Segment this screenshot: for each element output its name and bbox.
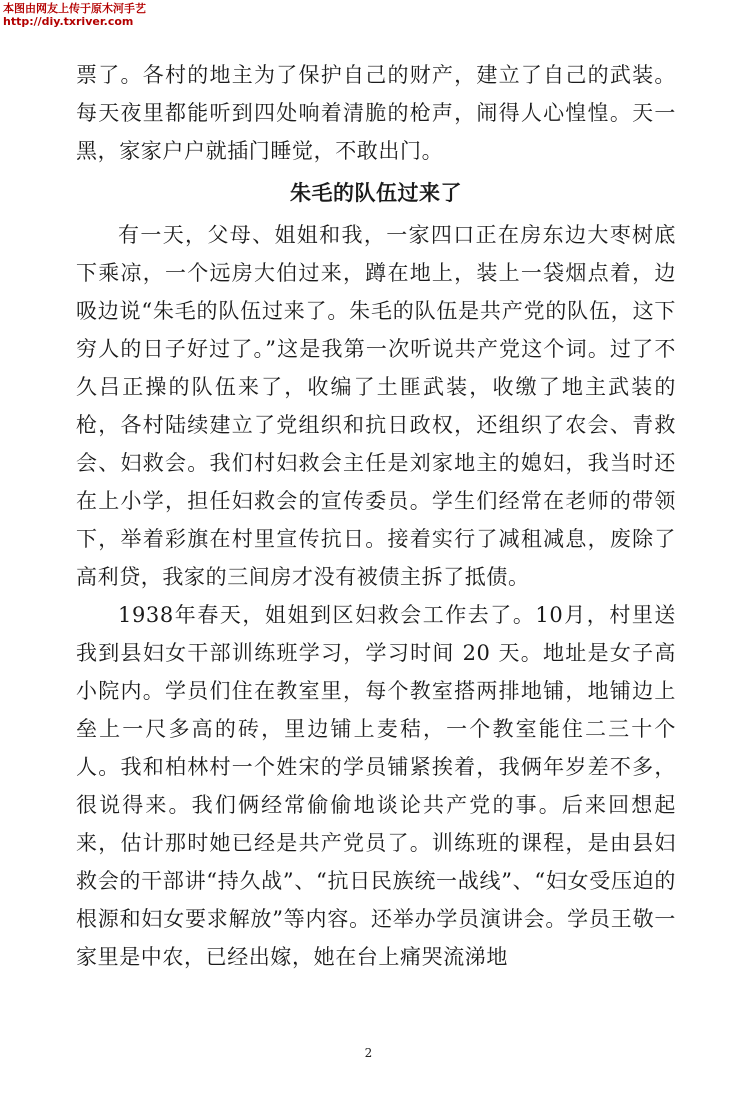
watermark — [0, 0, 165, 30]
page-number: 2 — [364, 1046, 373, 1060]
watermark-text: 本图由网友上传于原木河手艺 — [3, 2, 146, 15]
document-page — [76, 56, 676, 976]
paragraph: 1938年春天，姐姐到区妇救会工作去了。10月，村里送我到县妇女干部训练班学习，学习时间 20 天。地址是女子高小院内。学员们住在教室里，每个教室搭两排地铺，地铺边上垒上一尺多高的砖，里边铺上麦秸，一个教室能住二三十个人。我和柏林村一个姓宋的学员铺紧挨着，我俩年岁差不多，很说得来。我们俩经常偷偷地谈论共产党的事。后来回想起来，估计那时她已经是共产党员了。训练班的课程，是由县妇救会的干部讲“持久战”、“抗日民族统一战线”、“妇女受压迫的根源和妇女要求解放”等内容。还举办学员演讲会。学员王敬一家里是中农，已经出嫁，她在台上痛哭流涕地 — [76, 603, 676, 969]
section-heading: 朱毛的队伍过来了 — [290, 181, 462, 205]
watermark-url[interactable]: http://diy.txriver.com — [3, 15, 134, 28]
paragraph: 票了。各村的地主为了保护自己的财产，建立了自己的武装。每天夜里都能听到四处响着清脆的枪声，闹得人心惶惶。天一黑，家家户户就插门睡觉，不敢出门。 — [76, 63, 676, 163]
paragraph: 有一天，父母、姐姐和我，一家四口正在房东边大枣树底下乘凉，一个远房大伯过来，蹲在地上，装上一袋烟点着，边吸边说“朱毛的队伍过来了。朱毛的队伍是共产党的队伍，这下穷人的日子好过了。”这是我第一次听说共产党这个词。过了不久吕正操的队伍来了，收编了土匪武装，收缴了地主武装的枪，各村陆续建立了党组织和抗日政权，还组织了农会、青救会、妇救会。我们村妇救会主任是刘家地主的媳妇，我当时还在上小学，担任妇救会的宣传委员。学生们经常在老师的带领下，举着彩旗在村里宣传抗日。接着实行了减租减息，废除了高利贷，我家的三间房才没有被债主拆了抵债。 — [76, 223, 676, 589]
